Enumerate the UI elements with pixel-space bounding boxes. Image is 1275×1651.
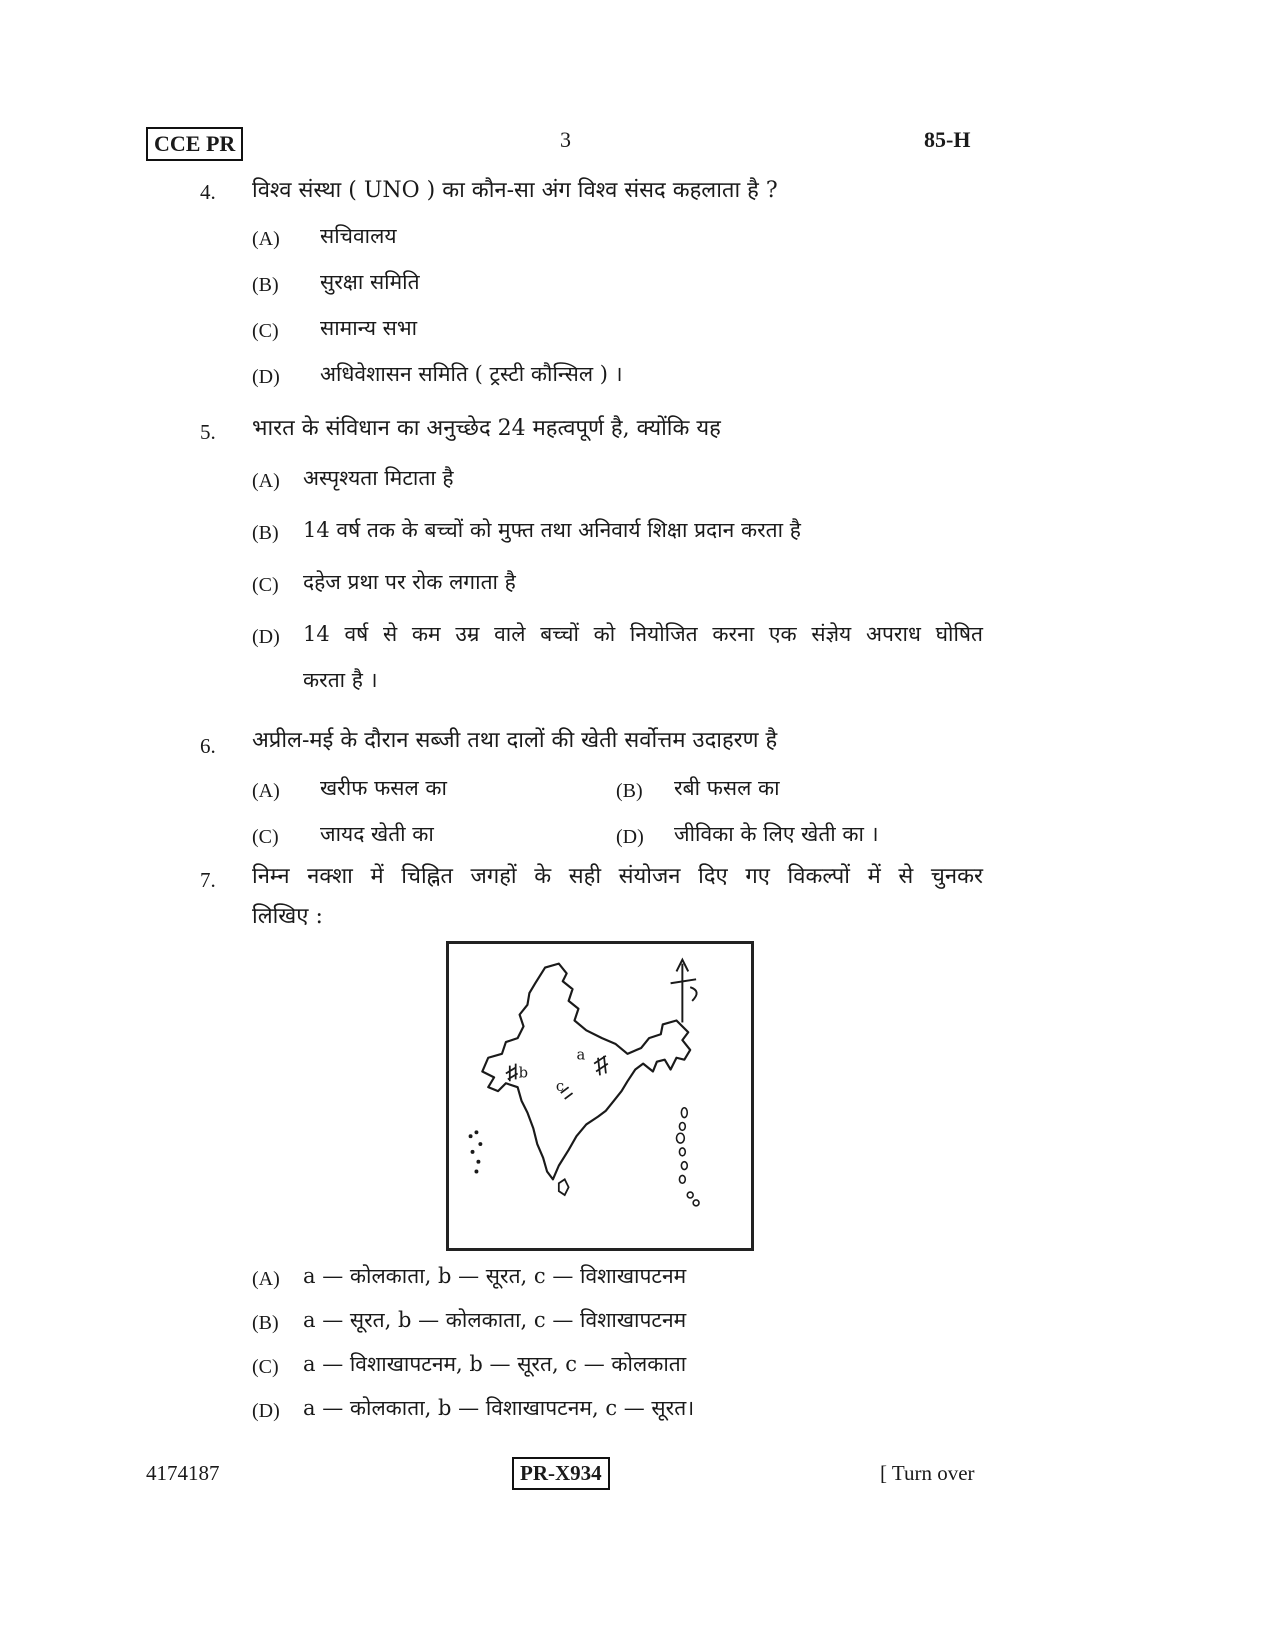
q4-option-b-label: (B) bbox=[252, 274, 279, 296]
q6-option-b-text: रबी फसल का bbox=[674, 776, 780, 800]
turn-over-note: [ Turn over bbox=[880, 1461, 975, 1485]
q7-option-b-text: a — सूरत, b — कोलकाता, c — विशाखापटनम bbox=[303, 1308, 687, 1332]
q6-option-c-text: जायद खेती का bbox=[320, 822, 434, 846]
q7-option-a-text: a — कोलकाता, b — सूरत, c — विशाखापटनम bbox=[303, 1264, 687, 1288]
q5-option-c-label: (C) bbox=[252, 574, 279, 596]
q6-option-b-label: (B) bbox=[616, 780, 643, 802]
india-outline-map bbox=[449, 944, 751, 1248]
question-7-text: निम्न नक्शा में चिह्नित जगहों के सही संयोजन दिए गए विकल्पों में से चुनकर bbox=[252, 864, 983, 889]
q5-option-c-text: दहेज प्रथा पर रोक लगाता है bbox=[303, 570, 516, 594]
q7-option-b-label: (B) bbox=[252, 1312, 279, 1334]
q4-option-d-label: (D) bbox=[252, 366, 280, 388]
q5-option-a-text: अस्पृश्यता मिटाता है bbox=[303, 466, 454, 490]
map-mark-a-label: a bbox=[576, 1046, 586, 1064]
q5-option-d-text: 14 वर्ष से कम उम्र वाले बच्चों को नियोजित करना एक संज्ञेय अपराध घोषित bbox=[303, 622, 983, 646]
question-6-number: 6. bbox=[200, 734, 216, 758]
q4-option-c-text: सामान्य सभा bbox=[320, 316, 418, 340]
q4-option-c-label: (C) bbox=[252, 320, 279, 342]
q5-option-b-label: (B) bbox=[252, 522, 279, 544]
q5-option-b-text: 14 वर्ष तक के बच्चों को मुफ्त तथा अनिवार्य शिक्षा प्रदान करता है bbox=[303, 518, 801, 542]
sri-lanka-shape bbox=[559, 1179, 569, 1195]
q4-option-a-text: सचिवालय bbox=[320, 224, 397, 248]
q5-option-d-text-continued: करता है । bbox=[303, 668, 378, 692]
map-mark-b-label: b bbox=[518, 1064, 529, 1082]
q4-option-b-text: सुरक्षा समिति bbox=[320, 270, 420, 294]
lakshadweep-islands bbox=[469, 1130, 483, 1173]
q7-option-c-label: (C) bbox=[252, 1356, 279, 1378]
question-6-text: अप्रील-मई के दौरान सब्जी तथा दालों की खेती सर्वोत्तम उदाहरण है bbox=[252, 728, 778, 753]
q6-option-c-label: (C) bbox=[252, 826, 279, 848]
andaman-nicobar-islands bbox=[676, 1108, 699, 1206]
question-5-number: 5. bbox=[200, 420, 216, 444]
q6-option-a-text: खरीफ फसल का bbox=[320, 776, 447, 800]
q6-option-d-label: (D) bbox=[616, 826, 644, 848]
q4-option-a-label: (A) bbox=[252, 228, 280, 250]
question-5-text: भारत के संविधान का अनुच्छेद 24 महत्वपूर्ण है, क्योंकि यह bbox=[252, 416, 721, 441]
question-4-number: 4. bbox=[200, 180, 216, 204]
q5-option-d-label: (D) bbox=[252, 626, 280, 648]
header-left-code: CCE PR bbox=[146, 127, 243, 161]
question-7-text-continued: लिखिए : bbox=[252, 904, 323, 929]
q7-option-d-label: (D) bbox=[252, 1400, 280, 1422]
q7-option-d-text: a — कोलकाता, b — विशाखापटनम, c — सूरत। bbox=[303, 1396, 695, 1420]
map-mark-c-label: c bbox=[555, 1078, 565, 1096]
q6-option-a-label: (A) bbox=[252, 780, 280, 802]
question-4-text: विश्व संस्था ( UNO ) का कौन-सा अंग विश्व संसद कहलाता है ? bbox=[252, 178, 778, 203]
q6-option-d-text: जीविका के लिए खेती का । bbox=[674, 822, 879, 846]
footer-center-code: PR-X934 bbox=[512, 1457, 610, 1490]
north-arrow bbox=[671, 960, 697, 1023]
q7-option-a-label: (A) bbox=[252, 1268, 280, 1290]
india-map bbox=[446, 941, 754, 1251]
q4-option-d-text: अधिवेशासन समिति ( ट्रस्टी कौन्सिल ) । bbox=[320, 362, 623, 386]
header-right-code: 85-H bbox=[924, 127, 971, 152]
footer-left-code: 4174187 bbox=[146, 1461, 220, 1485]
question-7-number: 7. bbox=[200, 868, 216, 892]
page-number: 3 bbox=[560, 127, 571, 152]
q5-option-a-label: (A) bbox=[252, 470, 280, 492]
q7-option-c-text: a — विशाखापटनम, b — सूरत, c — कोलकाता bbox=[303, 1352, 687, 1376]
